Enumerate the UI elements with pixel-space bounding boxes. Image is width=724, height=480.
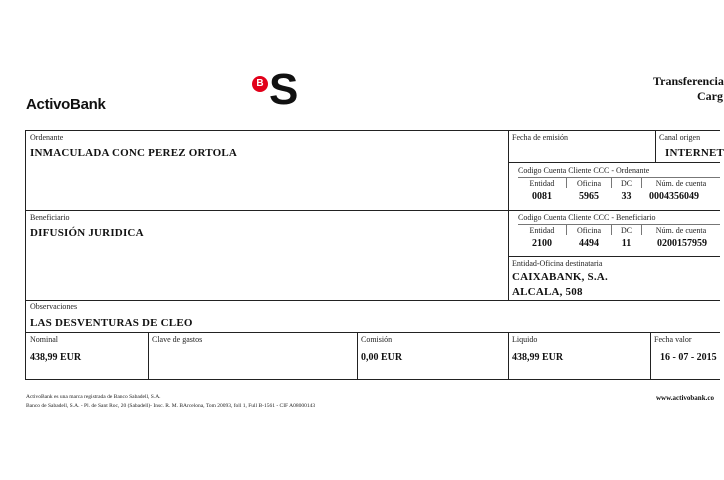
beneficiario-value: DIFUSIÓN JURIDICA [30, 227, 144, 239]
divider [148, 332, 149, 380]
divider [25, 130, 720, 131]
nominal-label: Nominal [30, 335, 58, 344]
cuenta-value: 0004356049 [649, 191, 699, 202]
cuenta-label: Núm. de cuenta [655, 179, 707, 188]
divider [25, 300, 720, 301]
logo-badge-icon: B [252, 76, 268, 92]
divider [508, 130, 509, 300]
comision-value: 0,00 EUR [361, 352, 403, 363]
oficina-label: Oficina [577, 179, 601, 188]
canal-label: Canal origen [659, 133, 701, 142]
dc-value: 33 [621, 191, 632, 202]
liquido-value: 438,99 EUR [512, 352, 564, 363]
dc-label: DC [620, 226, 633, 235]
observaciones-label: Observaciones [30, 302, 78, 311]
oficina-value: 4494 [579, 238, 599, 249]
oficina-value: 5965 [579, 191, 599, 202]
sabadell-logo-icon [252, 65, 302, 116]
divider [508, 256, 720, 257]
beneficiario-label: Beneficiario [30, 213, 70, 222]
divider [508, 162, 720, 163]
brand-logo: ActivoBank [26, 96, 106, 113]
ordenante-value: INMACULADA CONC PEREZ ORTOLA [30, 147, 237, 159]
ccc-ordenante-label: Codigo Cuenta Cliente CCC - Ordenante [518, 166, 650, 175]
cuenta-label: Núm. de cuenta [655, 226, 707, 235]
document-subtitle: Carg [697, 89, 723, 103]
divider [25, 210, 508, 211]
footer-trademark: ActivoBank es una marca registrada de Banco Sabadell, S.A. [26, 394, 161, 400]
divider [25, 379, 720, 380]
entidad-destino-label: Entidad-Oficina destinataria [512, 259, 603, 268]
divider [650, 332, 651, 380]
dc-label: DC [620, 179, 633, 188]
document-title: Transferencia [653, 74, 724, 88]
divider [357, 332, 358, 380]
fecha-valor-label: Fecha valor [654, 335, 692, 344]
entidad-value: 0081 [532, 191, 552, 202]
entidad-destino-line1: CAIXABANK, S.A. [512, 271, 608, 283]
clave-gastos-label: Clave de gastos [152, 335, 203, 344]
oficina-label: Oficina [577, 226, 601, 235]
divider [508, 210, 720, 211]
fecha-valor-value: 16 - 07 - 2015 [660, 352, 717, 363]
divider [25, 332, 720, 333]
entidad-destino-line2: ALCALA, 508 [512, 286, 583, 298]
observaciones-value: LAS DESVENTURAS DE CLEO [30, 317, 193, 329]
nominal-value: 438,99 EUR [30, 352, 82, 363]
entidad-value: 2100 [532, 238, 552, 249]
divider [25, 130, 26, 380]
entidad-label: Entidad [529, 226, 555, 235]
divider [518, 224, 720, 225]
ccc-beneficiario-label: Codigo Cuenta Cliente CCC - Beneficiario [518, 213, 656, 222]
divider [508, 332, 509, 380]
divider [518, 177, 720, 178]
liquido-label: Liquido [512, 335, 538, 344]
ordenante-label: Ordenante [30, 133, 64, 142]
footer-website-link[interactable]: www.activobank.co [656, 394, 714, 402]
logo-letter: S [269, 65, 299, 114]
comision-label: Comisión [361, 335, 393, 344]
footer-legal: Banco de Sabadell, S.A. - Pl. de Sant Roc, 20 (Sabadell)- Insc. R. M. BArcelona, Tom 20093, foll 1, Full B-1561 - CIF A08000143 [26, 403, 316, 409]
divider [655, 130, 656, 162]
entidad-label: Entidad [529, 179, 555, 188]
fecha-emision-label: Fecha de emisión [512, 133, 568, 142]
dc-value: 11 [621, 238, 632, 249]
cuenta-value: 0200157959 [657, 238, 707, 249]
canal-value: INTERNET [665, 147, 724, 159]
